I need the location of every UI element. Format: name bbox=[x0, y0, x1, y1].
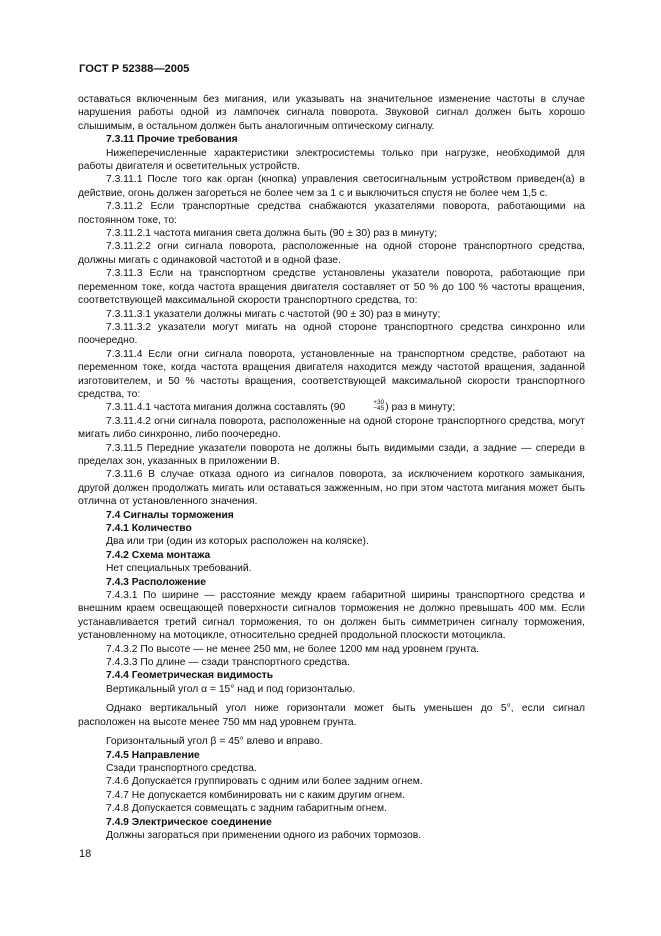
section-heading: 7.4 Сигналы торможения bbox=[106, 509, 234, 521]
paragraph: 7.3.11.4 Если огни сигнала поворота, установленные на транспортном средстве, работают на переменном токе, когда частота вращения двигателя находится между частотой вращения, заданной изготовителем, и 50 % частоты вращения, соответствующей максимальной скорости транспортного средства, то: bbox=[78, 348, 585, 400]
paragraph: 7.3.11.3.2 указатели могут мигать на одной стороне транспортного средства синхронно или поочередно. bbox=[78, 321, 585, 347]
paragraph: 7.3.11.2.2 огни сигнала поворота, расположенные на одной стороне транспортного средства, должны мигать с одинаковой частотой и в одной фазе. bbox=[78, 241, 585, 266]
paragraph: 7.3.11.2.1 частота мигания света должна быть (90 ± 30) раз в минуту; bbox=[106, 228, 438, 240]
section-heading: 7.4.2 Схема монтажа bbox=[106, 549, 211, 561]
document-body bbox=[78, 93, 585, 842]
section-heading: 7.4.9 Электрическое соединение bbox=[106, 816, 272, 828]
section-heading: 7.4.1 Количество bbox=[106, 523, 192, 534]
paragraph: 7.3.11.6 В случае отказа одного из сигналов поворота, за исключением короткого замыкания, другой должен продолжать мигать или оставаться зажженным, но при этом частота мигания может быть отлична от установленного значения. bbox=[78, 469, 585, 508]
paragraph: Нет специальных требований. bbox=[106, 563, 252, 575]
standard-header: ГОСТ Р 52388—2005 bbox=[79, 63, 190, 75]
section-heading: 7.3.11 Прочие требования bbox=[106, 134, 238, 146]
paragraph: 7.4.3.1 По ширине — расстояние между краем габаритной ширины транспортного средства и внешним краем освещающей поверхности сигналов торможения не должно превышать 400 мм. Если устанавливается третий сигнал торможения, то он должен быть симметричен сигналу торможения, установленному на мотоцикле, относительно средней продольной плоскости мотоцикла. bbox=[78, 590, 585, 642]
paragraph-with-formula bbox=[78, 398, 585, 414]
tolerance-lower: −45 bbox=[373, 405, 385, 413]
paragraph: Должны загораться при применении одного из рабочих тормозов. bbox=[106, 829, 422, 841]
paragraph: 7.4.6 Допускается группировать с одним или более задним огнем. bbox=[106, 776, 423, 788]
section-heading: 7.4.3 Расположение bbox=[106, 576, 206, 588]
paragraph: 7.4.8 Допускается совмещать с задним габаритным огнем. bbox=[106, 803, 387, 815]
paragraph: 7.3.11.3 Если на транспортном средстве установлены указатели поворота, работающие при переменном токе, когда частота вращения двигателя составляет от 50 % до 100 % частоты вращения, соответствующей максимальной скорости транспортного средства, то: bbox=[78, 268, 585, 307]
paragraph: Горизонтальный угол β = 45° влево и вправо. bbox=[106, 736, 323, 748]
paragraph: 7.3.11.1 После того как орган (кнопка) управления светосигнальным устройством приведен(а) в действие, огонь должен загореться не более чем за 1 с и выключиться спустя не более чем 1,5 с. bbox=[78, 174, 585, 199]
paragraph: Нижеперечисленные характеристики электросистемы только при нагрузке, необходимой для работы двигателя и осветительных устройств. bbox=[78, 147, 585, 173]
paragraph: 7.3.11.4.2 огни сигнала поворота, расположенные на одной стороне транспортного средства, могут мигать либо синхронно, либо поочередно. bbox=[78, 415, 585, 441]
formula-lead-text: 7.3.11.4.1 частота мигания должна составлять (90 bbox=[106, 402, 346, 414]
tolerance-fraction bbox=[345, 400, 384, 413]
paragraph: Два или три (один из которых расположен на коляске). bbox=[106, 536, 369, 548]
paragraph: Сзади транспортного средства. bbox=[106, 762, 257, 774]
paragraph: 7.4.3.3 По длине — сзади транспортного средства. bbox=[106, 657, 350, 669]
paragraph: 7.4.3.2 По высоте — не менее 250 мм, не более 1200 мм над уровнем грунта. bbox=[106, 643, 480, 655]
paragraph: оставаться включенным без мигания, или указывать на значительное изменение частоты в случае нарушения работы одной из лампочек сигнала поворота. Звуковой сигнал должен быть хорошо слышимым, в остальном должен быть аналогичным оптическому сигналу. bbox=[78, 94, 585, 132]
paragraph: Вертикальный угол α = 15° над и под горизонталью. bbox=[106, 683, 356, 695]
tolerance-upper: +30 bbox=[373, 398, 385, 406]
page-number: 18 bbox=[79, 848, 92, 860]
paragraph: 7.3.11.3.1 указатели должны мигать с частотой (90 ± 30) раз в минуту; bbox=[106, 308, 441, 320]
paragraph: Однако вертикальный угол ниже горизонтали может быть уменьшен до 5°, если сигнал расположен на высоте менее 750 мм над уровнем грунта. bbox=[78, 703, 585, 728]
paragraph: 7.3.11.5 Передние указатели поворота не должны быть видимыми сзади, а задние — спереди в пределах зон, указанных в приложении В. bbox=[78, 442, 585, 467]
paragraph: 7.4.7 Не допускается комбинировать ни с каким другим огнем. bbox=[106, 789, 405, 801]
section-heading: 7.4.4 Геометрическая видимость bbox=[106, 670, 274, 682]
formula-tail-text: ) раз в минуту; bbox=[385, 402, 456, 414]
section-heading: 7.4.5 Направление bbox=[106, 749, 200, 761]
paragraph: 7.3.11.2 Если транспортные средства снабжаются указателями поворота, работающими на постоянном токе, то: bbox=[78, 201, 585, 226]
